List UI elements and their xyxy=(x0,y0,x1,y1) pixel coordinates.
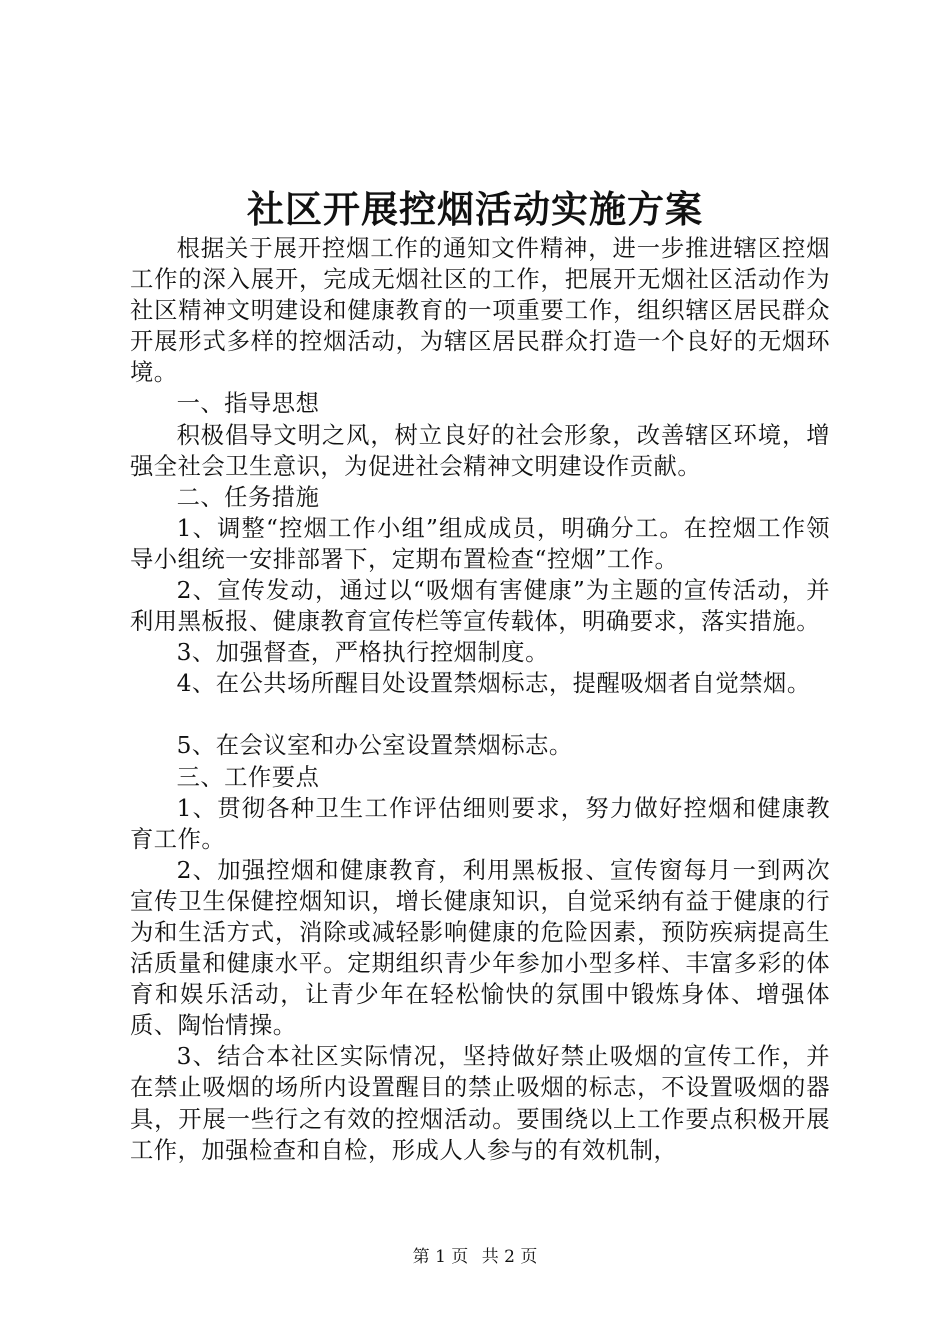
guiding-thought-paragraph: 积极倡导文明之风，树立良好的社会形象，改善辖区环境，增强全社会卫生意识，为促进社会精神文明建设作贡献。 xyxy=(130,421,830,480)
document-title: 社区开展控烟活动实施方案 xyxy=(247,187,703,231)
task-measure-item-2: 2、宣传发动，通过以“吸烟有害健康”为主题的宣传活动，并利用黑板报、健康教育宣传栏等宣传载体，明确要求，落实措施。 xyxy=(130,577,830,636)
work-point-item-3: 3、结合本社区实际情况，坚持做好禁止吸烟的宣传工作，并在禁止吸烟的场所内设置醒目的禁止吸烟的标志，不设置吸烟的器具，开展一些行之有效的控烟活动。要围绕以上工作要点积极开展工作，加强检查和自检，形成人人参与的有效机制， xyxy=(130,1043,830,1164)
page-total: 共 2 页 xyxy=(481,1247,538,1267)
section-heading-task-measures: 二、任务措施 xyxy=(176,483,320,511)
task-measure-item-1: 1、调整“控烟工作小组”组成成员，明确分工。在控烟工作领导小组统一安排部署下，定期布置检查“控烟”工作。 xyxy=(130,514,830,573)
intro-paragraph: 根据关于展开控烟工作的通知文件精神，进一步推进辖区控烟工作的深入展开，完成无烟社区的工作，把展开无烟社区活动作为社区精神文明建设和健康教育的一项重要工作，组织辖区居民群众开展形式多样的控烟活动，为辖区居民群众打造一个良好的无烟环境。 xyxy=(130,235,830,387)
work-point-item-1: 1、贯彻各种卫生工作评估细则要求，努力做好控烟和健康教育工作。 xyxy=(130,794,830,853)
section-heading-guiding-thought: 一、指导思想 xyxy=(176,390,320,418)
page-number: 第 1 页 xyxy=(412,1247,469,1267)
task-measure-item-5: 5、在会议室和办公室设置禁烟标志。 xyxy=(176,732,573,760)
section-heading-work-points: 三、工作要点 xyxy=(176,763,320,791)
task-measure-item-3: 3、加强督查，严格执行控烟制度。 xyxy=(176,639,549,667)
document-body xyxy=(130,233,830,1166)
page-footer xyxy=(0,1245,950,1269)
work-point-item-2: 2、加强控烟和健康教育，利用黑板报、宣传窗每月一到两次宣传卫生保健控烟知识，增长健康知识，自觉采纳有益于健康的行为和生活方式，消除或减轻影响健康的危险因素，预防疾病提高生活质量和健康水平。定期组织青少年参加小型多样、丰富多彩的体育和娱乐活动，让青少年在轻松愉快的氛围中锻炼身体、增强体质、陶怡情操。 xyxy=(130,856,830,1040)
task-measure-item-4: 4、在公共场所醒目处设置禁烟标志，提醒吸烟者自觉禁烟。 xyxy=(176,670,811,698)
